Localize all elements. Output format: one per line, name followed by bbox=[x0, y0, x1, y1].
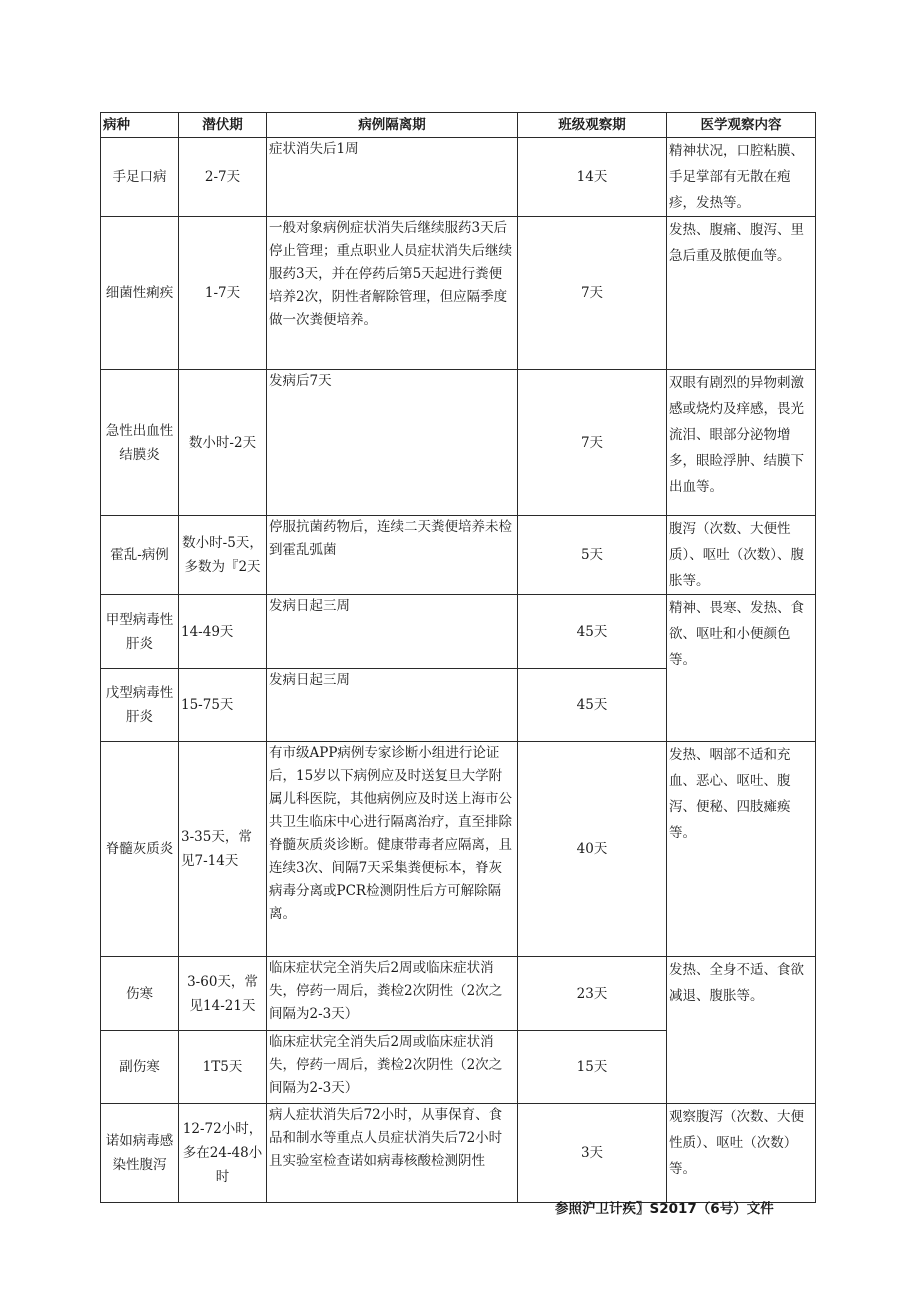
isolation-cell: 症状消失后1周 bbox=[267, 138, 518, 217]
table-row bbox=[101, 1104, 816, 1203]
observation-cell: 5天 bbox=[518, 516, 667, 595]
incubation-cell: 14-49天 bbox=[179, 595, 267, 669]
incubation-cell: 1-7天 bbox=[179, 217, 267, 370]
source-footnote: 参照沪卫计疾〗S2017（6号）文件 bbox=[555, 1201, 774, 1217]
table-row bbox=[101, 957, 816, 1031]
header-incubation: 潜伏期 bbox=[179, 113, 267, 138]
observation-cell: 45天 bbox=[518, 595, 667, 669]
disease-cell: 戊型病毒性肝炎 bbox=[101, 669, 179, 742]
disease-cell: 细菌性痢疾 bbox=[101, 217, 179, 370]
incubation-cell: 3-60天，常见14-21天 bbox=[179, 957, 267, 1031]
isolation-cell: 发病后7天 bbox=[267, 370, 518, 516]
table-row bbox=[101, 370, 816, 516]
medical-cell: 精神状况，口腔粘膜、手足掌部有无散在疱疹，发热等。 bbox=[667, 138, 816, 217]
disease-table bbox=[100, 112, 816, 1203]
header-medical-observation: 医学观察内容 bbox=[667, 113, 816, 138]
incubation-cell: 数小时-5天，多数为『2天 bbox=[179, 516, 267, 595]
isolation-cell: 病人症状消失后72小时，从事保育、食品和制水等重点人员症状消失后72小时且实验室检查诺如病毒核酸检测阴性 bbox=[267, 1104, 518, 1203]
header-class-observation: 班级观察期 bbox=[518, 113, 667, 138]
disease-cell: 伤寒 bbox=[101, 957, 179, 1031]
incubation-cell: 数小时-2天 bbox=[179, 370, 267, 516]
header-isolation: 病例隔离期 bbox=[267, 113, 518, 138]
medical-cell: 发热、咽部不适和充血、恶心、呕吐、腹泻、便秘、四肢瘫痪等。 bbox=[667, 742, 816, 957]
incubation-cell: 2-7天 bbox=[179, 138, 267, 217]
disease-cell: 霍乱-病例 bbox=[101, 516, 179, 595]
incubation-cell: 15-75天 bbox=[179, 669, 267, 742]
incubation-cell: 12-72小时，多在24-48小时 bbox=[179, 1104, 267, 1203]
medical-cell: 发热、腹痛、腹泻、里急后重及脓便血等。 bbox=[667, 217, 816, 370]
disease-cell: 副伤寒 bbox=[101, 1031, 179, 1104]
isolation-cell: 临床症状完全消失后2周或临床症状消失，停药一周后，粪检2次阴性（2次之间隔为2-3天） bbox=[267, 1031, 518, 1104]
disease-cell: 急性出血性结膜炎 bbox=[101, 370, 179, 516]
medical-cell: 精神、畏寒、发热、食欲、呕吐和小便颜色等。 bbox=[667, 595, 816, 742]
isolation-cell: 一般对象病例症状消失后继续服药3天后停止管理；重点职业人员症状消失后继续服药3天，并在停药后第5天起进行粪便培养2次，阴性者解除管理，但应隔季度做一次粪便培养。 bbox=[267, 217, 518, 370]
disease-cell: 脊髓灰质炎 bbox=[101, 742, 179, 957]
table-row bbox=[101, 595, 816, 669]
medical-cell: 发热、全身不适、食欲减退、腹胀等。 bbox=[667, 957, 816, 1104]
medical-cell: 腹泻（次数、大便性质）、呕吐（次数）、腹胀等。 bbox=[667, 516, 816, 595]
observation-cell: 7天 bbox=[518, 217, 667, 370]
medical-cell: 观察腹泻（次数、大便性质）、呕吐（次数）等。 bbox=[667, 1104, 816, 1203]
table-row bbox=[101, 138, 816, 217]
medical-cell: 双眼有剧烈的异物刺激感或烧灼及痒感，畏光流泪、眼部分泌物增多，眼睑浮肿、结膜下出血等。 bbox=[667, 370, 816, 516]
observation-cell: 15天 bbox=[518, 1031, 667, 1104]
incubation-cell: 1T5天 bbox=[179, 1031, 267, 1104]
incubation-cell: 3-35天，常见7-14天 bbox=[179, 742, 267, 957]
disease-cell: 诺如病毒感染性腹泻 bbox=[101, 1104, 179, 1203]
observation-cell: 14天 bbox=[518, 138, 667, 217]
table-row bbox=[101, 217, 816, 370]
observation-cell: 40天 bbox=[518, 742, 667, 957]
isolation-cell: 停服抗菌药物后，连续二天粪便培养未检到霍乱弧菌 bbox=[267, 516, 518, 595]
isolation-cell: 发病日起三周 bbox=[267, 595, 518, 669]
observation-cell: 45天 bbox=[518, 669, 667, 742]
header-row bbox=[101, 113, 816, 138]
header-disease: 病种 bbox=[101, 113, 179, 138]
observation-cell: 3天 bbox=[518, 1104, 667, 1203]
observation-cell: 23天 bbox=[518, 957, 667, 1031]
isolation-cell: 有市级APP病例专家诊断小组进行论证后，15岁以下病例应及时送复旦大学附属儿科医院，其他病例应及时送上海市公共卫生临床中心进行隔离治疗，直至排除脊髓灰质炎诊断。健康带毒者应隔离，且连续3次、间隔7天采集粪便标本，脊灰病毒分离或PCR检测阴性后方可解除隔离。 bbox=[267, 742, 518, 957]
table-row bbox=[101, 742, 816, 957]
disease-cell: 甲型病毒性肝炎 bbox=[101, 595, 179, 669]
isolation-cell: 临床症状完全消失后2周或临床症状消失，停药一周后，粪检2次阴性（2次之间隔为2-3天） bbox=[267, 957, 518, 1031]
disease-cell: 手足口病 bbox=[101, 138, 179, 217]
isolation-cell: 发病日起三周 bbox=[267, 669, 518, 742]
observation-cell: 7天 bbox=[518, 370, 667, 516]
table-row bbox=[101, 516, 816, 595]
